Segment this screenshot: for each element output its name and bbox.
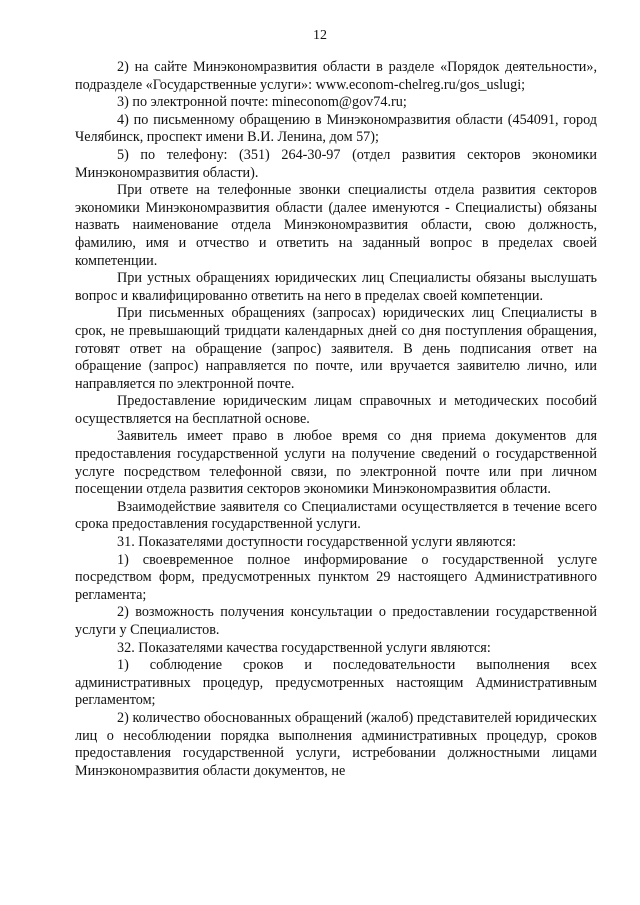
paragraph-written-requests: При письменных обращениях (запросах) юридических лиц Специалисты в срок, не превышающий тридцати календарных дней со дня поступления обращения, готовят ответ на обращение (запрос) заявителя. В день подписания ответ на обращение (запрос) направляется по почте, или вручается заявителю лично, или направляется по электронной почте. xyxy=(75,305,597,392)
paragraph-quality-2: 2) количество обоснованных обращений (жалоб) представителей юридических лиц о несоблюдении порядка выполнения административных процедур, сроков предоставления государственной услуги, истребовании должностными лицами Минэкономразвития области документов, не xyxy=(75,709,597,779)
paragraph-email: 3) по электронной почте: mineconom@gov74.ru; xyxy=(117,94,407,111)
paragraph-phone-answer: При ответе на телефонные звонки специалисты отдела развития секторов экономики Минэкономразвития области (далее именуются - Специалисты) обязаны назвать наименование отдела Минэкономразвития области, свою должность, фамилию, имя и отчество и ответить на заданный вопрос в пределах своей компетенции. xyxy=(75,182,597,269)
paragraph-availability-1: 1) своевременное полное информирование о государственной услуге посредством форм, предусмотренных пунктом 29 настоящего Административного регламента; xyxy=(75,551,597,603)
paragraph-quality-1: 1) соблюдение сроков и последовательности выполнения всех административных процедур, предусмотренных настоящим Административным регламентом; xyxy=(75,657,597,709)
document-body xyxy=(75,59,597,780)
paragraph-interaction: Взаимодействие заявителя со Специалистами осуществляется в течение всего срока предоставления государственной услуги. xyxy=(75,498,597,533)
paragraph-oral-requests: При устных обращениях юридических лиц Специалисты обязаны выслушать вопрос и квалифицированно ответить на него в пределах своей компетенции. xyxy=(75,270,597,304)
page-number: 12 xyxy=(313,28,327,43)
paragraph-availability-2: 2) возможность получения консультации о предоставлении государственной услуги у Специалистов. xyxy=(75,604,597,638)
paragraph-phone: 5) по телефону: (351) 264-30-97 (отдел развития секторов экономики Минэкономразвития области). xyxy=(75,146,597,181)
paragraph-applicant-rights: Заявитель имеет право в любое время со дня приема документов для предоставления государственной услуги на получение сведений о государственной услуге посредством телефонной связи, по электронной почте или при личном посещении отдела развития секторов экономики Минэкономразвития области. xyxy=(75,428,597,498)
paragraph-website: 2) на сайте Минэкономразвития области в разделе «Порядок деятельности», подразделе «Государственные услуги»: www.econom-chelreg.ru/gos_uslugi; xyxy=(75,59,597,93)
paragraph-quality-heading: 32. Показателями качества государственной услуги являются: xyxy=(117,639,491,656)
paragraph-free-materials: Предоставление юридическим лицам справочных и методических пособий осуществляется на бесплатной основе. xyxy=(75,393,597,427)
paragraph-written-request: 4) по письменному обращению в Минэкономразвития области (454091, город Челябинск, проспект имени В.И. Ленина, дом 57); xyxy=(75,111,597,146)
paragraph-availability-heading: 31. Показателями доступности государственной услуги являются: xyxy=(117,534,517,551)
